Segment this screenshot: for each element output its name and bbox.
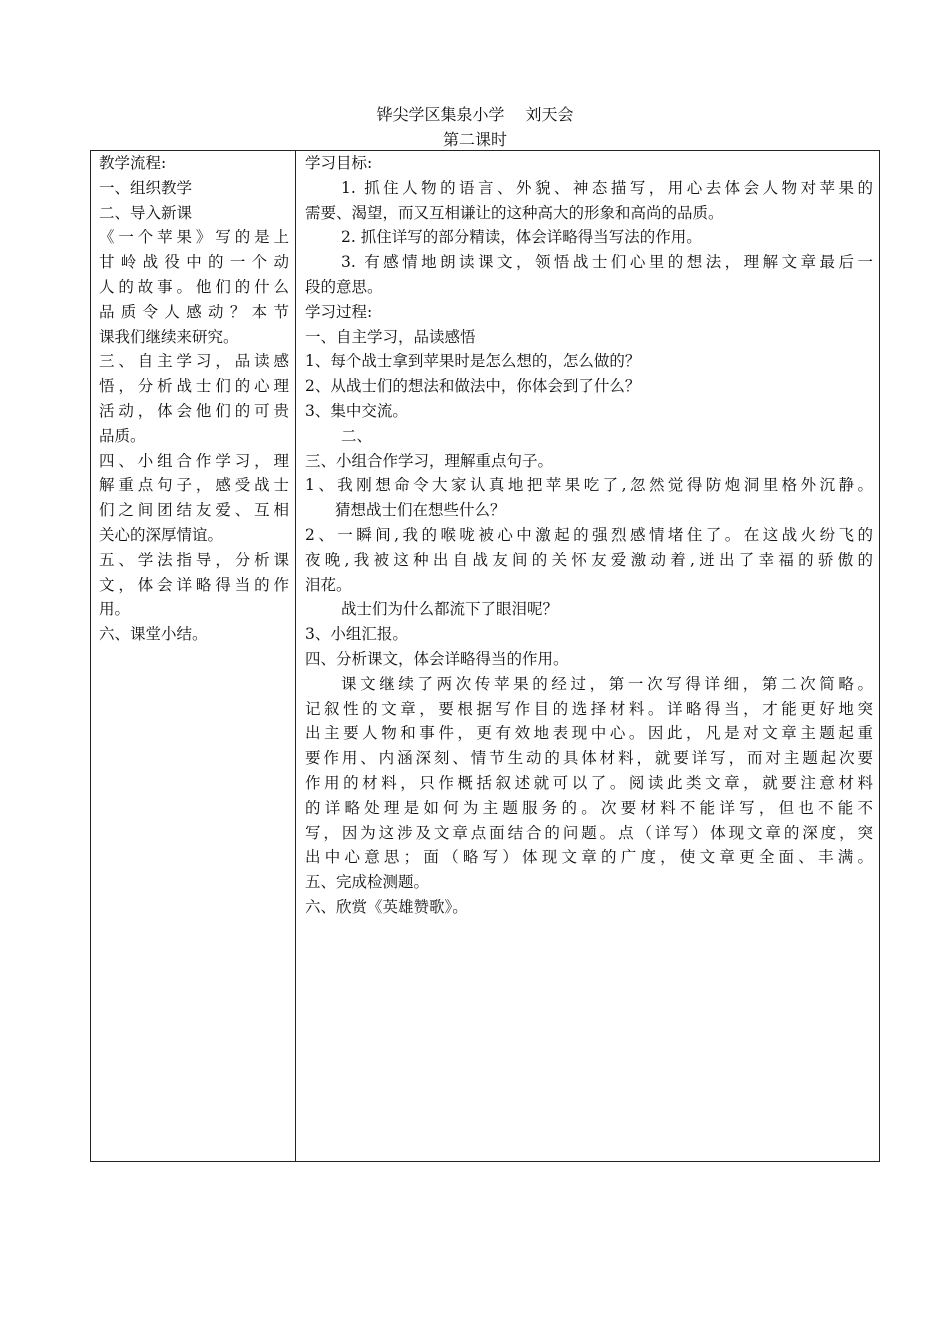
process-line: 四、分析课文，体会详略得当的作用。	[305, 649, 569, 668]
process-line: 二、	[341, 426, 373, 445]
flow-line: 一、组织教学	[99, 178, 193, 197]
flow-line: 五、学法指导，分析课	[99, 550, 289, 569]
objective-line: 3. 有感情地朗读课文，领悟战士们心里的想法，理解文章最后一	[341, 253, 873, 272]
objective-line: 段的意思。	[305, 277, 383, 296]
flow-line: 品质。	[99, 426, 146, 445]
objectives-heading: 学习目标:	[305, 154, 373, 172]
process-line: 2、一瞬间,我的喉咙被心中激起的强烈感情堵住了。在这战火纷飞的	[305, 525, 873, 544]
process-line: 的详略处理是如何为主题服务的。次要材料不能详写，但也不能不	[305, 798, 873, 817]
flow-line: 三、自主学习，品读感	[99, 352, 289, 371]
process-heading: 学习过程:	[305, 302, 373, 321]
flow-line: 悟，分析战士们的心理	[99, 377, 289, 396]
lesson-title: 第二课时	[442, 130, 507, 149]
process-line: 三、小组合作学习，理解重点句子。	[305, 451, 554, 470]
flow-line: 甘岭战役中的一个动	[99, 253, 289, 272]
process-line: 2、从战士们的想法和做法中，你体会到了什么？	[305, 377, 641, 396]
process-line: 五、完成检测题。	[305, 873, 430, 892]
flow-line: 活动，体会他们的可贵	[99, 401, 289, 420]
flow-line: 关心的深厚情谊。	[99, 525, 224, 544]
process-line: 写，因为这涉及文章点面结合的问题。点（详写）体现文章的深度，突	[305, 823, 873, 842]
objective-line: 1. 抓住人物的语言、外貌、神态描写，用心去体会人物对苹果的	[341, 178, 873, 197]
flow-line: 《一个苹果》写的是上	[99, 228, 289, 247]
objective-line: 2. 抓住详写的部分精读，体会详略得当写法的作用。	[341, 228, 702, 247]
lesson-content-column	[305, 151, 873, 920]
flow-line: 四、小组合作学习，理	[99, 451, 289, 470]
process-line: 作用的材料，只作概括叙述就可以了。阅读此类文章，就要注意材料	[305, 773, 873, 792]
process-line: 战士们为什么都流下了眼泪呢？	[341, 600, 559, 619]
teaching-flow-column	[99, 151, 289, 647]
flow-line: 解重点句子，感受战士	[99, 476, 289, 495]
flow-line: 们之间团结友爱、互相	[99, 501, 289, 520]
process-line: 3、集中交流。	[305, 401, 408, 420]
process-line: 猜想战士们在想些什么？	[335, 501, 506, 520]
author-line: 铧尖学区集泉小学 刘天会	[376, 105, 574, 124]
column-divider	[295, 151, 296, 1161]
process-line: 出中心意思；面（略写）体现文章的广度，使文章更全面、丰满。	[305, 848, 873, 867]
process-line: 1、每个战士拿到苹果时是怎么想的，怎么做的？	[305, 352, 641, 371]
process-line: 1、我刚想命令大家认真地把苹果吃了,忽然觉得防炮洞里格外沉静。	[305, 476, 873, 495]
flow-line: 品质令人感动？本节	[99, 302, 289, 321]
process-line: 六、欣赏《英雄赞歌》。	[305, 897, 468, 916]
flow-line: 六、课堂小结。	[99, 625, 208, 644]
process-line: 夜晚,我被这种出自战友间的关怀友爱激动着,迸出了幸福的骄傲的	[305, 550, 873, 569]
process-line: 出主要人物和事件，更有效地表现中心。因此，凡是对文章主题起重	[305, 724, 873, 743]
flow-line: 人的故事。他们的什么	[99, 277, 289, 296]
process-line: 一、自主学习，品读感悟	[305, 327, 476, 346]
process-line: 记叙性的文章，要根据写作目的选择材料。详略得当，才能更好地突	[305, 699, 873, 718]
objective-line: 需要、渴望，而又互相谦让的这种高大的形象和高尚的品质。	[305, 203, 724, 222]
process-line: 课文继续了两次传苹果的经过，第一次写得详细，第二次简略。	[341, 674, 873, 693]
flow-line: 二、导入新课	[99, 203, 193, 222]
flow-line: 用。	[99, 600, 131, 619]
process-line: 3、小组汇报。	[305, 625, 408, 644]
flow-line: 文，体会详略得当的作	[99, 575, 289, 594]
process-line: 要作用、内涵深刻、情节生动的具体材料，就要详写，而对主题起次要	[305, 749, 873, 768]
process-line: 泪花。	[305, 575, 352, 594]
lesson-plan-table	[90, 150, 880, 1162]
flow-line: 教学流程:	[99, 154, 167, 172]
flow-line: 课我们继续来研究。	[99, 327, 239, 346]
